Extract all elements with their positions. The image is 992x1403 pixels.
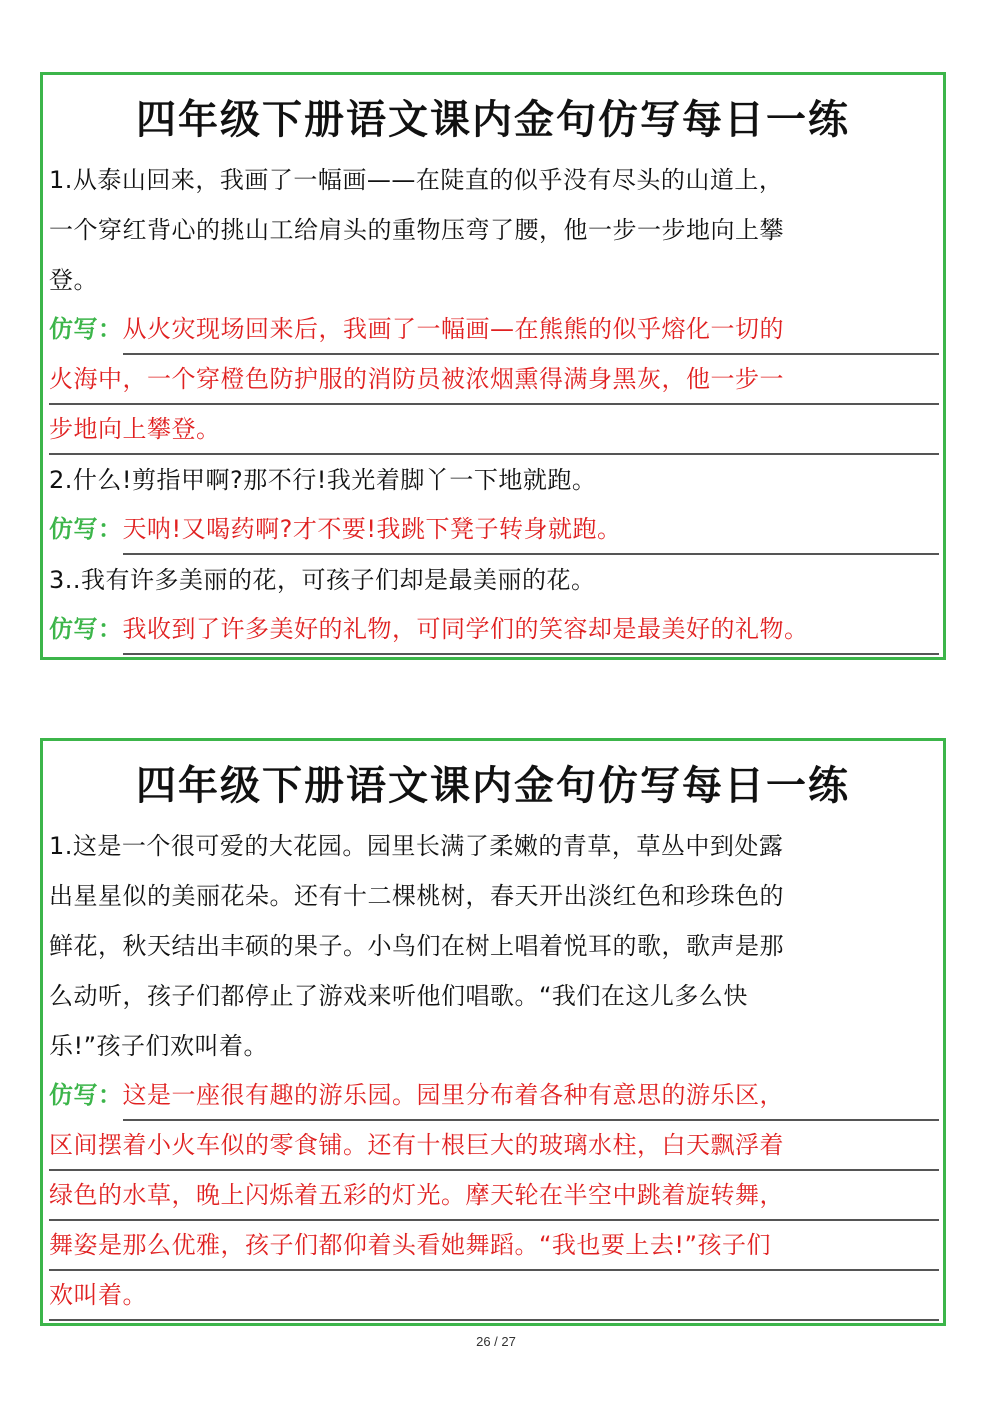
imitation-label: 仿写： — [49, 315, 123, 343]
original-sentence-line: 3..我有许多美丽的花，可孩子们却是最美丽的花。 — [49, 566, 596, 594]
original-sentence-line: 登。 — [49, 266, 98, 294]
imitation-line: 天呐!又喝药啊?才不要!我跳下凳子转身就跑。 — [123, 505, 940, 555]
exercise-card-2 — [40, 738, 946, 1326]
imitation-line: 从火灾现场回来后，我画了一幅画—在熊熊的似乎熔化一切的 — [123, 305, 940, 355]
page-number: 26 / 27 — [476, 1334, 516, 1349]
original-sentence-line: 1.这是一个很可爱的大花园。园里长满了柔嫩的青草，草丛中到处露 — [49, 832, 784, 860]
original-sentence-line: 乐!”孩子们欢叫着。 — [49, 1032, 269, 1060]
imitation-line: 欢叫着。 — [49, 1271, 939, 1321]
imitation-line: 火海中，一个穿橙色防护服的消防员被浓烟熏得满身黑灰，他一步一 — [49, 355, 939, 405]
imitation-block — [49, 305, 939, 455]
imitation-line: 步地向上攀登。 — [49, 405, 939, 455]
imitation-label: 仿写： — [49, 1081, 123, 1109]
imitation-block — [49, 605, 939, 655]
imitation-block — [49, 505, 939, 555]
original-sentence-line: 么动听，孩子们都停止了游戏来听他们唱歌。“我们在这儿多么快 — [49, 982, 748, 1010]
original-sentence-line: 2.什么!剪指甲啊?那不行!我光着脚丫一下地就跑。 — [49, 466, 597, 494]
card-content — [43, 155, 943, 655]
original-sentence-line: 鲜花，秋天结出丰硕的果子。小鸟们在树上唱着悦耳的歌，歌声是那 — [49, 932, 784, 960]
imitation-line: 绿色的水草，晚上闪烁着五彩的灯光。摩天轮在半空中跳着旋转舞， — [49, 1171, 939, 1221]
card-title: 四年级下册语文课内金句仿写每日一练 — [136, 97, 850, 143]
imitation-label: 仿写： — [49, 515, 123, 543]
imitation-line: 我收到了许多美好的礼物，可同学们的笑容却是最美好的礼物。 — [123, 605, 940, 655]
card-title: 四年级下册语文课内金句仿写每日一练 — [136, 763, 850, 809]
exercise-card-1 — [40, 72, 946, 660]
original-sentence-line: 一个穿红背心的挑山工给肩头的重物压弯了腰，他一步一步地向上攀 — [49, 216, 784, 244]
imitation-line: 这是一座很有趣的游乐园。园里分布着各种有意思的游乐区， — [123, 1071, 940, 1121]
imitation-line: 舞姿是那么优雅，孩子们都仰着头看她舞蹈。“我也要上去!”孩子们 — [49, 1221, 939, 1271]
original-sentence-line: 出星星似的美丽花朵。还有十二棵桃树，春天开出淡红色和珍珠色的 — [49, 882, 784, 910]
imitation-block — [49, 1071, 939, 1321]
original-sentence-line: 1.从泰山回来，我画了一幅画——在陡直的似乎没有尽头的山道上， — [49, 166, 784, 194]
imitation-label: 仿写： — [49, 615, 123, 643]
card-content — [43, 821, 943, 1321]
imitation-line: 区间摆着小火车似的零食铺。还有十根巨大的玻璃水柱，白天飘浮着 — [49, 1121, 939, 1171]
